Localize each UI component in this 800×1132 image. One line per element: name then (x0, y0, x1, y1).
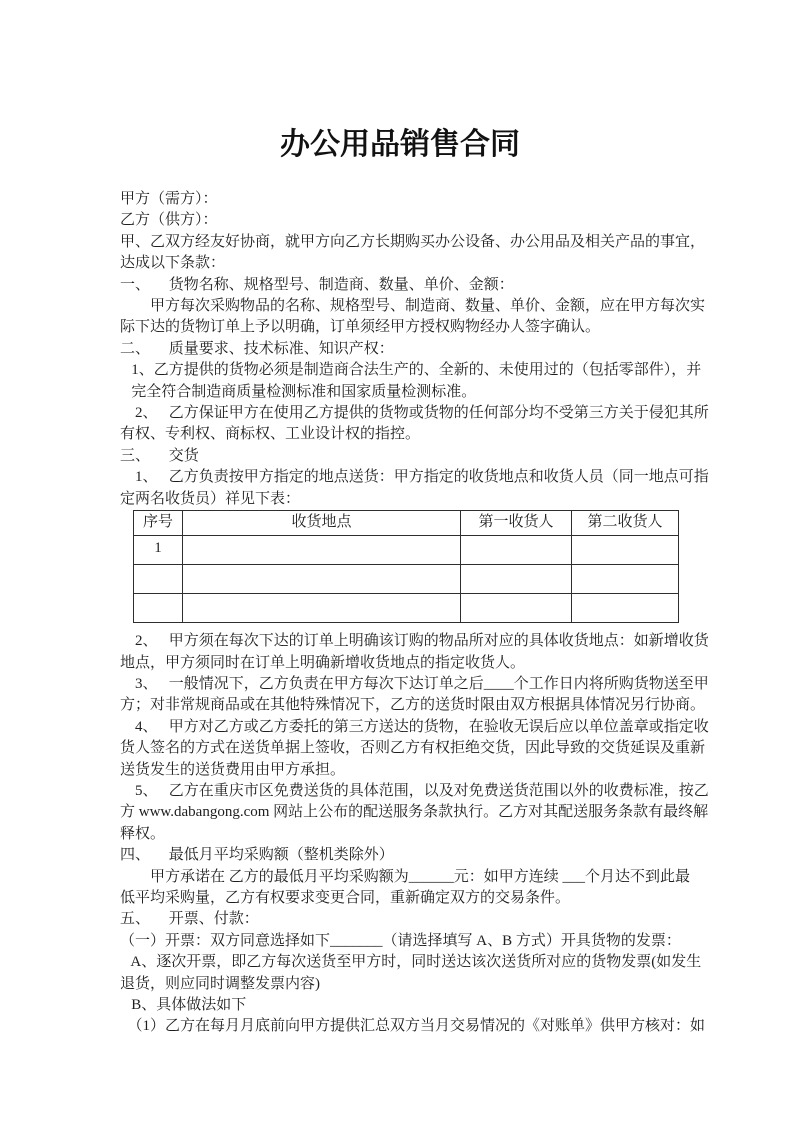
paragraph-line: 1、 乙方负责按甲方指定的地点送货：甲方指定的收货地点和收货人员（同一地点可指 (120, 469, 709, 486)
table-header-cell: 第一收货人 (461, 511, 572, 536)
paragraph-line: 地点，甲方须同时在订单上明确新增收货地点的指定收货人。 (120, 654, 526, 671)
paragraph-line: 三、 交货 (120, 447, 199, 464)
paragraph-line: 五、 开票、付款： (120, 911, 259, 928)
paragraph-line: 达成以下条款： (120, 255, 226, 272)
paragraphs-after-table (120, 631, 709, 1038)
table-cell (572, 594, 679, 623)
paragraph-line: 方；对非常规商品或在其他特殊情况下，乙方的送货时限由双方根据具体情况另行协商。 (120, 697, 706, 714)
paragraph-line: 方 www.dabangong.com 网站上公布的配送服务条款执行。乙方对其配送服务条款有最终解 (120, 804, 709, 821)
delivery-table (133, 510, 679, 623)
paragraph-line: B、具体做法如下 (120, 997, 247, 1013)
paragraph-line: 乙方（供方）： (120, 212, 218, 229)
document-body (0, 163, 800, 1038)
table-row (134, 565, 679, 594)
paragraph-line: 有权、专利权、商标权、工业设计权的指控。 (120, 426, 421, 443)
paragraph-line: A、逐次开票，即乙方每次送货至甲方时，同时送达该次送货所对应的货物发票(如发生 (120, 954, 702, 971)
paragraph-line: 甲方（需方）： (120, 191, 218, 207)
paragraph-line: 5、 乙方在重庆市区免费送货的具体范围，以及对免费送货范围以外的收费标准，按乙 (120, 782, 709, 799)
table-cell (461, 565, 572, 594)
paragraph-line: （1）乙方在每月月底前向甲方提供汇总双方当月交易情况的《对账单》供甲方核对：如 (120, 1018, 706, 1035)
paragraph-line: 甲方每次采购物品的名称、规格型号、制造商、数量、单价、金额，应在甲方每次实 (120, 298, 706, 315)
paragraph-line: 二、 质量要求、技术标准、知识产权： (120, 340, 394, 357)
paragraph-line: 1、乙方提供的货物必须是制造商合法生产的、全新的、未使用过的（包括零部件），并 (120, 362, 702, 379)
paragraph-line: 一、 货物名称、规格型号、制造商、数量、单价、金额： (120, 276, 514, 293)
table-cell (134, 565, 183, 594)
table-cell (461, 536, 572, 565)
table-header-cell: 第二收货人 (572, 511, 679, 536)
paragraph-line: 送货发生的送货费用由甲方承担。 (120, 761, 346, 778)
table-cell (572, 565, 679, 594)
table-cell (134, 594, 183, 623)
paragraph-line: （一）开票：双方同意选择如下_______（请选择填写 A、B 方式）开具货物的发票： (120, 932, 681, 949)
table-row (134, 536, 679, 565)
paragraph-line: 四、 最低月平均采购额（整机类除外） (120, 847, 394, 864)
table-header-cell: 序号 (134, 511, 183, 536)
table-row (134, 594, 679, 623)
table-cell (183, 536, 461, 565)
paragraph-line: 甲、乙双方经友好协商，就甲方向乙方长期购买办公设备、办公用品及相关产品的事宜， (120, 233, 706, 250)
paragraph-line: 低平均采购量，乙方有权要求变更合同，重新确定双方的交易条件。 (120, 889, 571, 906)
paragraphs-before-table (120, 189, 709, 510)
paragraph-line: 2、 甲方须在每次下达的订单上明确该订购的物品所对应的具体收货地点：如新增收货 (120, 633, 709, 650)
paragraph-line: 际下达的货物订单上予以明确，订单须经甲方授权购物经办人签字确认。 (120, 319, 601, 336)
paragraph-line: 定两名收货员）祥见下表： (120, 490, 301, 507)
paragraph-line: 退货，则应同时调整发票内容) (120, 975, 320, 992)
paragraph-line: 3、 一般情况下，乙方负责在甲方每次下达订单之后____个工作日内将所购货物送至甲 (120, 675, 709, 692)
table-header-cell: 收货地点 (183, 511, 461, 536)
paragraph-line: 甲方承诺在 乙方的最低月平均采购额为______元：如甲方连续 ___个月达不到此最 (120, 868, 691, 885)
table-cell (183, 565, 461, 594)
paragraph-line: 货人签名的方式在送货单据上签收，否则乙方有权拒绝交货，因此导致的交货延误及重新 (120, 740, 706, 757)
table-cell (572, 536, 679, 565)
table-header-row (134, 511, 679, 536)
table-cell (461, 594, 572, 623)
paragraph-line: 完全符合制造商质量检测标准和国家质量检测标准。 (120, 383, 477, 400)
document-title: 办公用品销售合同 (280, 128, 520, 161)
table-cell (183, 594, 461, 623)
paragraph-line: 2、 乙方保证甲方在使用乙方提供的货物或货物的任何部分均不受第三方关于侵犯其所 (120, 405, 709, 422)
table-cell: 1 (134, 536, 183, 565)
paragraph-line: 释权。 (120, 825, 166, 842)
paragraph-line: 4、 甲方对乙方或乙方委托的第三方送达的货物，在验收无误后应以单位盖章或指定收 (120, 718, 709, 735)
